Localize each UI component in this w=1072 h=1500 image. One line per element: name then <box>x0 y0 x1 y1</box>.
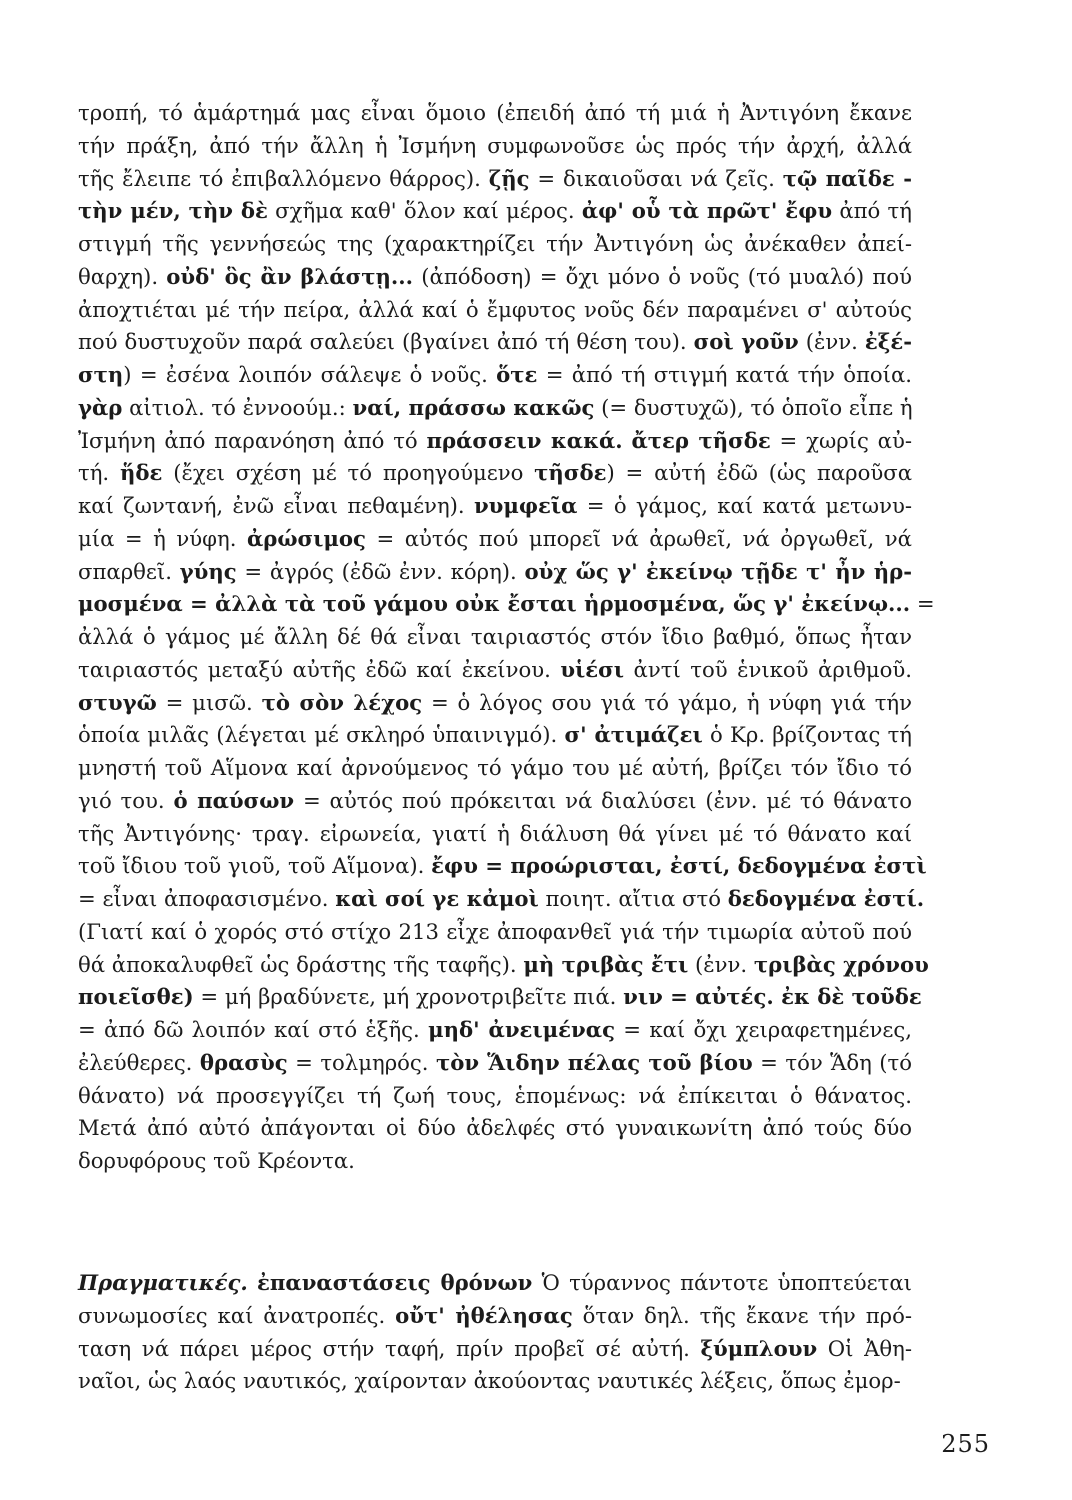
text-line <box>78 588 935 621</box>
text-run: = <box>910 591 935 617</box>
lemma: τὸ σὸν λέχος <box>261 689 423 715</box>
text-run: ) = ἐσένα λοιπόν σάλεψε ὁ νοῦς. <box>123 362 497 387</box>
text-run: θαρχη). <box>78 263 167 289</box>
text-run: αἰτιολ. τό ἐννοούμ.: <box>122 394 353 420</box>
section-heading: Πραγματικές. <box>78 1270 248 1295</box>
text-line <box>78 261 912 294</box>
text-run: τή. <box>78 460 120 486</box>
text-line <box>78 326 912 359</box>
lemma: γὰρ <box>78 394 123 420</box>
text-line <box>78 294 912 327</box>
lemma: μὴ τριβὰς ἔτι <box>523 951 689 977</box>
text-line <box>78 883 925 916</box>
text-run: τροπή, τό ἁμάρτημά μας εἶναι ὅμοιο (ἐπειδή ἀπό τή μιά ἡ Ἀντιγόνη ἔκανε <box>78 100 912 125</box>
text-line <box>78 163 912 196</box>
lemma: ζῇς <box>488 165 530 191</box>
text-run: (Γιατί καί ὁ χορός στό στίχο 213 εἶχε ἀποφανθεῖ γιά τήν τιμωρία αὐτοῦ πού <box>78 918 912 944</box>
text-run: (= δυστυχῶ), τό ὁποῖο εἶπε ἡ <box>594 394 913 420</box>
text-run: = δικαιοῦσαι νά ζεῖς. <box>529 165 783 191</box>
commentary-text <box>78 97 935 1178</box>
lemma: οὐχ ὥς γ' ἐκείνῳ τῇδε τ' ἦν ἡρ- <box>524 558 912 584</box>
lemma: στη <box>78 362 124 387</box>
text-run: (ἔχει σχέση μέ τό προηγούμενο <box>162 460 535 486</box>
text-line <box>78 1112 912 1145</box>
text-run: καί ζωντανή, ἐνῶ εἶναι πεθαμένη). <box>78 493 474 518</box>
lemma: ἔφυ = προώρισται, ἐστί, δεδογμένα ἐστὶ <box>431 853 927 879</box>
text-run: = μή βραδύνετε, μή χρονοτριβεῖτε πιά. <box>193 984 624 1010</box>
lemma: ἥδε <box>119 460 163 486</box>
text-run: ἀλλά ὁ γάμος μέ ἄλλη δέ θά εἶναι ταιριαστός στόν ἴδιο βαθμό, ὅπως ἦταν <box>78 624 912 649</box>
text-line <box>78 523 912 556</box>
lemma: ξύμπλουν <box>700 1335 818 1361</box>
text-run: = τολμηρός. <box>287 1049 436 1075</box>
text-line <box>78 392 912 425</box>
text-run: ποιητ. αἴτια στό <box>538 886 728 911</box>
text-line <box>78 785 912 818</box>
lemma: ἀφ' οὗ τὰ πρῶτ' ἔφυ <box>581 198 833 224</box>
text-run: μνηστή τοῦ Αἵμονα καί ἀρνούμενος τό γάμο του μέ αὐτή, βρίζει τόν ἴδιο τό <box>78 755 912 780</box>
lemma: ναί, πράσσω κακῶς <box>352 394 595 420</box>
lemma: στυγῶ <box>78 689 157 715</box>
text-run: στιγμή τῆς γεννήσεώς της (χαρακτηρίζει τήν Ἀντιγόνη ὡς ἀνέκαθεν ἀπεί- <box>78 231 912 256</box>
text-run: Ὁ τύραννος πάντοτε ὑποπτεύεται <box>532 1270 912 1295</box>
text-line <box>78 654 912 687</box>
lemma: ποιεῖσθε) <box>78 984 194 1010</box>
text-line <box>78 1080 912 1113</box>
text-run: ναῖοι, ὡς λαός ναυτικός, χαίρονταν ἀκούοντας ναυτικές λέξεις, ὅπως ἐμορ- <box>78 1368 901 1394</box>
text-run: ὅταν δηλ. τῆς ἔκανε τήν πρό- <box>572 1302 912 1328</box>
lemma: τῷ παῖδε - <box>782 165 913 191</box>
lemma: τὸν Ἅιδην πέλας τοῦ βίου <box>435 1049 753 1075</box>
text-line <box>78 1333 912 1366</box>
text-run: (ἐνν. <box>798 329 865 355</box>
text-line <box>78 850 927 883</box>
text-run: ταση νά πάρει μέρος στήν ταφή, πρίν προβεῖ σέ αὐτή. <box>78 1335 701 1361</box>
lemma: ἐξέ- <box>864 329 912 355</box>
lemma: μηδ' ἀνειμένας <box>428 1017 615 1042</box>
text-run: γιό του. <box>78 787 174 813</box>
text-run: = ἀπό δῶ λοιπόν καί στό ἑξῆς. <box>78 1017 429 1042</box>
text-run: θάνατο) νά προσεγγίζει τή ζωή τους, ἑπομένως: νά ἐπίκειται ὁ θάνατος. <box>78 1082 912 1108</box>
text-line <box>78 752 912 785</box>
text-run: = αὐτός πού μπορεῖ νά ἀρωθεῖ, νά ὀργωθεῖ, νά <box>365 525 912 551</box>
lemma: τὴν μέν, τὴν δὲ <box>78 198 268 224</box>
lemma: τριβὰς χρόνου <box>753 951 929 977</box>
text-line <box>78 621 912 654</box>
text-run: = ἀγρός (ἐδῶ ἐνν. κόρη). <box>236 558 525 584</box>
text-run: τήν πράξη, ἀπό τήν ἄλλη ἡ Ἰσμήνη συμφωνοῦσε ὡς πρός τήν ἀρχή, ἀλλά <box>78 132 912 158</box>
lemma: πράσσειν κακά. <box>426 427 623 453</box>
lemma: νυμφεῖα <box>473 493 578 518</box>
text-run: = χωρίς αὐ- <box>770 427 912 453</box>
text-run: ἀπό τή <box>832 198 912 224</box>
text-run: ἀποχτιέται μέ τήν πείρα, ἀλλά καί ὁ ἔμφυτος νοῦς δέν παραμένει σ' αὐτούς <box>78 296 912 322</box>
text-line <box>78 228 912 261</box>
text-run: = τόν Ἅδη (τό <box>752 1049 912 1075</box>
text-line <box>78 457 912 490</box>
text-run: = ὁ γάμος, καί κατά μετωνυ- <box>577 493 912 518</box>
lemma: σοὶ γοῦν <box>693 329 799 355</box>
text-line <box>78 1365 912 1398</box>
text-line <box>78 97 912 130</box>
lemma: ὁ παύσων <box>173 787 295 813</box>
lemma: ἀρώσιμος <box>246 525 366 551</box>
lemma: νιν = αὐτές. ἐκ δὲ τοῦδε <box>623 984 922 1010</box>
text-line <box>78 719 912 752</box>
text-line <box>78 1014 912 1047</box>
text-run: ἀντί τοῦ ἑνικοῦ ἀριθμοῦ. <box>624 656 912 682</box>
lemma: οὔτ' ἠθέλησας <box>395 1302 573 1328</box>
lemma: σ' ἀτιμάζει <box>564 722 703 748</box>
text-line <box>78 1145 912 1178</box>
lemma: δεδογμένα ἐστί. <box>727 886 925 911</box>
text-line <box>78 556 912 589</box>
text-line <box>78 981 922 1014</box>
text-run: ὁ Κρ. βρίζοντας τή <box>702 722 912 748</box>
text-run: (ἀπόδοση) = ὄχι μόνο ὁ νοῦς (τό μυαλό) πού <box>413 263 912 289</box>
lemma: θρασὺς <box>199 1049 288 1075</box>
text-run: Οἱ Ἀθη- <box>817 1335 912 1361</box>
text-line <box>78 425 912 458</box>
text-line <box>78 916 912 949</box>
text-run: = μισῶ. <box>156 689 262 715</box>
lemma: υἱέσι <box>560 656 625 682</box>
text-run: = εἶναι ἀποφασισμένο. <box>78 886 336 911</box>
text-run: Μετά ἀπό αὐτό ἀπάγονται οἱ δύο ἀδελφές στό γυναικωνίτη ἀπό τούς δύο <box>78 1115 912 1141</box>
lemma: τῆσδε <box>534 460 607 486</box>
text-run: (ἐνν. <box>688 951 754 977</box>
text-line <box>78 359 912 392</box>
text-run: ταιριαστός μεταξύ αὐτῆς ἐδῶ καί ἐκείνου. <box>78 656 561 682</box>
text-run <box>248 1270 257 1295</box>
lemma: ἄτερ τῆσδε <box>631 427 771 453</box>
lemma: ἐπαναστάσεις θρόνων <box>257 1270 533 1295</box>
text-line <box>78 490 912 523</box>
text-run: θά ἀποκαλυφθεῖ ὡς δράστης τῆς ταφῆς). <box>78 951 524 977</box>
text-run: μία = ἡ νύφη. <box>78 525 247 551</box>
text-line <box>78 1267 912 1300</box>
text-run: = αὐτός πού πρόκειται νά διαλύσει (ἐνν. μέ τό θάνατο <box>294 787 912 813</box>
section-text <box>78 1267 912 1398</box>
text-run: τοῦ ἴδιου τοῦ γιοῦ, τοῦ Αἵμονα). <box>78 853 432 879</box>
text-run: ὁποία μιλᾶς (λέγεται μέ σκληρό ὑπαινιγμό). <box>78 722 565 748</box>
lemma: μοσμένα = ἀλλὰ τὰ τοῦ γάμου οὐκ ἔσται ἡρμοσμένα, ὥς γ' ἐκείνῳ... <box>78 591 911 617</box>
lemma: οὐδ' ὃς ἂν βλάστῃ... <box>166 263 414 289</box>
text-line <box>78 818 912 851</box>
text-run: τῆς Ἀντιγόνης· τραγ. εἰρωνεία, γιατί ἡ διάλυση θά γίνει μέ τό θάνατο καί <box>78 820 912 846</box>
text-run: = καί ὄχι χειραφετημένες, <box>614 1017 912 1042</box>
lemma: καὶ σοί γε κἀμοὶ <box>335 886 539 911</box>
lemma: ὅτε <box>496 362 538 387</box>
text-line <box>78 949 929 982</box>
lemma: γύης <box>179 558 237 584</box>
text-run: Ἰσμήνη ἀπό παρανόηση ἀπό τό <box>78 427 427 453</box>
text-run: σχῆμα καθ' ὅλον καί μέρος. <box>267 198 582 224</box>
text-run: = ὁ λόγος σου γιά τό γάμο, ἡ νύφη γιά τήν <box>422 689 912 715</box>
text-run: σπαρθεῖ. <box>78 558 180 584</box>
text-line <box>78 687 912 720</box>
text-run: τῆς ἔλειπε τό ἐπιβαλλόμενο θάρρος). <box>78 165 489 191</box>
text-run: πού δυστυχοῦν παρά σαλεύει (βγαίνει ἀπό τή θέση του). <box>78 329 694 355</box>
text-run: ἐλεύθερες. <box>78 1049 200 1075</box>
page-number: 255 <box>941 1430 990 1458</box>
text-line <box>78 1300 912 1333</box>
text-run: = ἀπό τή στιγμή κατά τήν ὁποία. <box>537 362 912 387</box>
text-line <box>78 1047 912 1080</box>
text-run: συνωμοσίες καί ἀνατροπές. <box>78 1302 396 1328</box>
text-line <box>78 195 912 228</box>
text-line <box>78 130 912 163</box>
text-run: ) = αὐτή ἐδῶ (ὡς παροῦσα <box>606 460 913 486</box>
text-run: δορυφόρους τοῦ Κρέοντα. <box>78 1148 355 1173</box>
